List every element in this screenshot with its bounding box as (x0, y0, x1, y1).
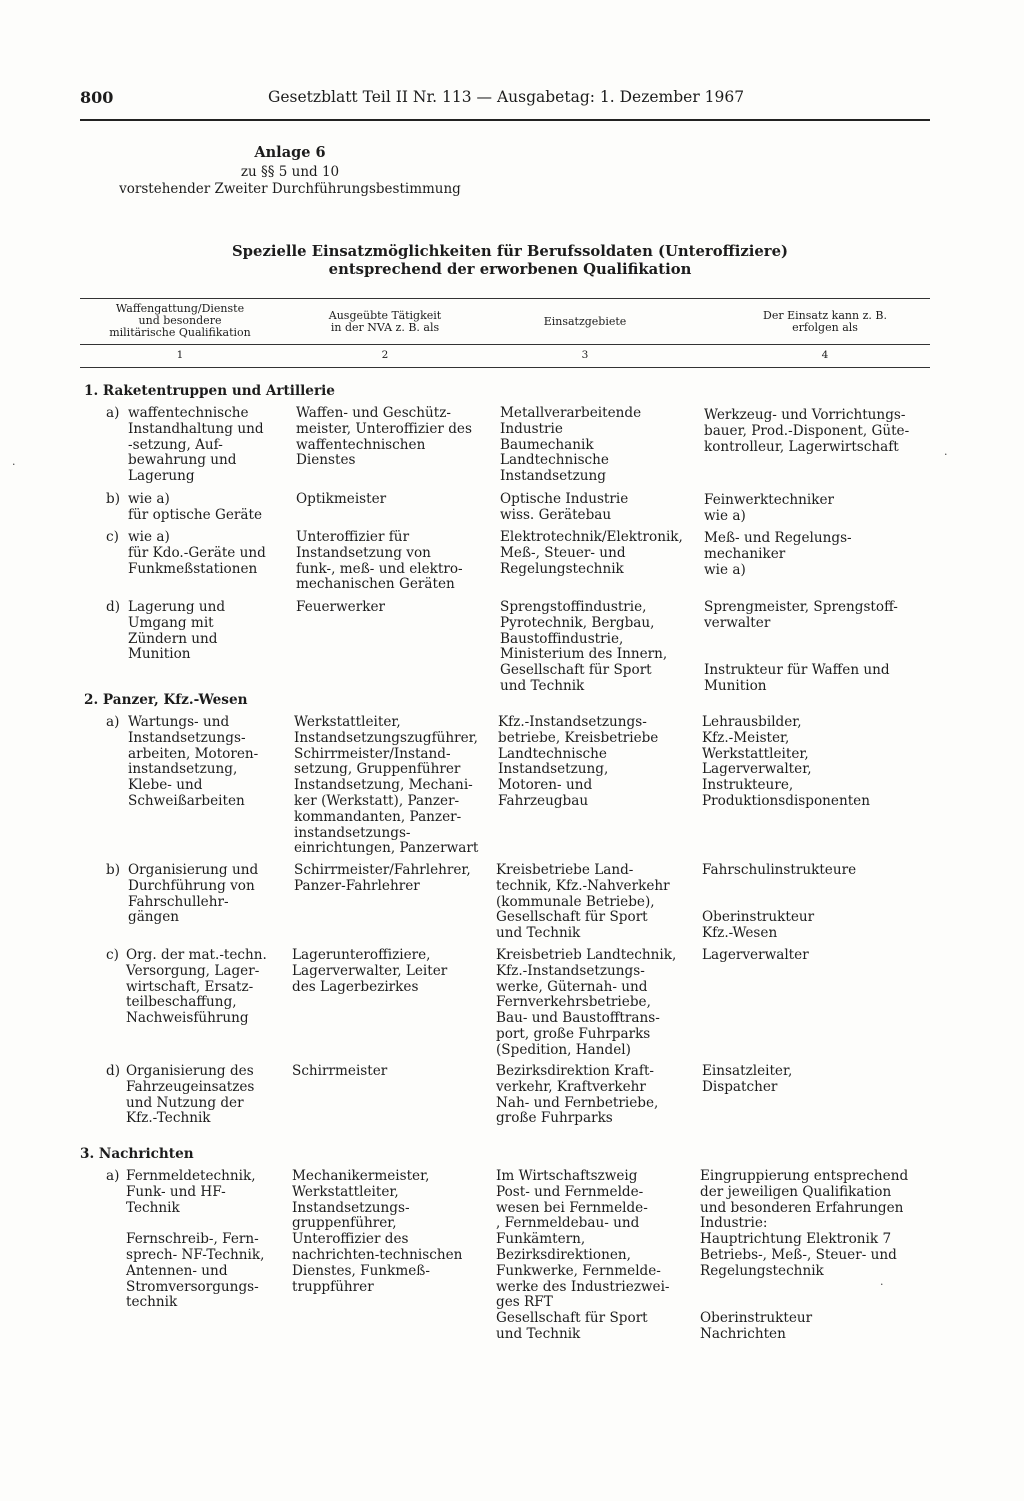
row-label: d) (106, 1063, 121, 1079)
column-header-2: Ausgeübte Tätigkeit in der NVA z. B. als (328, 309, 442, 334)
document-title (150, 243, 870, 279)
table-cell: Kfz.-Instandsetzungs- betriebe, Kreisbetriebe Landtechnische Instandsetzung, Motoren- und Fahrzeugbau (498, 714, 659, 809)
table-cell: Optikmeister (296, 491, 387, 507)
table-cell: wie a) für Kdo.-Geräte und Funkmeßstationen (128, 529, 266, 577)
table-cell: Waffen- und Geschütz- meister, Unteroffizier des waffentechnischen Dienstes (296, 405, 472, 469)
column-header-1: Waffengattung/Dienste und besondere militärische Qualifikation (109, 302, 251, 339)
annex-subreference: vorstehender Zweiter Durchführungsbestimmung (119, 181, 461, 197)
annex-title: Anlage 6 (254, 144, 326, 161)
row-label: d) (106, 599, 121, 615)
gazette-title: Gesetzblatt Teil II Nr. 113 — Ausgabetag: 1. Dezember 1967 (268, 88, 745, 106)
table-cell: Kreisbetrieb Landtechnik, Kfz.-Instandsetzungs- werke, Güternah- und Fernverkehrsbetriebe, Bau- und Baustofftrans- port, große Fuhrparks (Spedition, Handel) (496, 947, 677, 1058)
table-cell: Feinwerktechniker wie a) (704, 492, 835, 524)
table-cell: Elektrotechnik/Elektronik, Meß-, Steuer- und Regelungstechnik (500, 529, 683, 577)
section-heading: 3. Nachrichten (80, 1146, 194, 1162)
table-cell: Werkstattleiter, Instandsetzungszugführer, Schirrmeister/Instand- setzung, Gruppenführer Instandsetzung, Mechani- ker (Werkstatt), Panzer- kommandanten, Panzer- instandsetzungs- einrichtungen, Panzerwart (294, 714, 479, 857)
table-cell: Org. der mat.-techn. Versorgung, Lager- wirtschaft, Ersatz- teilbeschaffung, Nachweisführung (126, 947, 267, 1027)
title-line-1: Spezielle Einsatzmöglichkeiten für Berufssoldaten (Unteroffiziere) (232, 243, 788, 260)
row-label: b) (106, 491, 121, 507)
table-cell: Metallverarbeitende Industrie Baumechanik Landtechnische Instandsetzung (500, 405, 642, 485)
row-label: a) (106, 1168, 120, 1184)
section-heading: 1. Raketentruppen und Artillerie (84, 383, 335, 399)
page-number: 800 (80, 88, 114, 107)
annex-block (80, 144, 500, 198)
row-label: a) (106, 405, 120, 421)
table-cell: Optische Industrie wiss. Gerätebau (500, 491, 629, 523)
table-cell: Kreisbetriebe Land- technik, Kfz.-Nahverkehr (kommunale Betriebe), Gesellschaft für Sport und Technik (496, 862, 670, 942)
scan-speck: · (12, 458, 16, 471)
table-cell: Im Wirtschaftszweig Post- und Fernmelde- wesen bei Fernmelde- , Fernmeldebau- und Funkämtern, Bezirksdirektionen, Funkwerke, Fernmelde- werke des Industriezwei- ges RFT Gesellschaft für Sport und Technik (496, 1168, 670, 1342)
table-cell: Mechanikermeister, Werkstattleiter, Instandsetzungs- gruppenführer, Unteroffizier des nachrichten-technischen Dienstes, Funkmeß- truppführer (292, 1168, 463, 1295)
table-cell: Organisierung des Fahrzeugeinsatzes und Nutzung der Kfz.-Technik (126, 1063, 255, 1127)
title-line-2: entsprechend der erworbenen Qualifikation (328, 261, 692, 278)
column-header-3: Einsatzgebiete (543, 315, 627, 328)
table-cell: Fernmeldetechnik, Funk- und HF- Technik Fernschreib-, Fern- sprech- NF-Technik, Antennen- und Stromversorgungs- technik (126, 1168, 265, 1311)
table-cell: Lagerunteroffiziere, Lagerverwalter, Leiter des Lagerbezirkes (292, 947, 448, 995)
table-cell: Bezirksdirektion Kraft- verkehr, Kraftverkehr Nah- und Fernbetriebe, große Fuhrparks (496, 1063, 659, 1127)
table-cell: Lagerverwalter (702, 947, 809, 963)
column-number-4: 4 (821, 349, 829, 361)
row-label: c) (106, 947, 119, 963)
table-cell: Meß- und Regelungs- mechaniker wie a) (704, 530, 852, 578)
header-bottom-rule (80, 367, 930, 368)
table-cell: Unteroffizier für Instandsetzung von funk-, meß- und elektro- mechanischen Geräten (296, 529, 463, 593)
table-cell: waffentechnische Instandhaltung und -setzung, Auf- bewahrung und Lagerung (128, 405, 264, 485)
table-cell: Fahrschulinstrukteure Oberinstrukteur Kfz.-Wesen (702, 862, 857, 942)
table-cell: Schirrmeister/Fahrlehrer, Panzer-Fahrlehrer (294, 862, 471, 894)
table-cell: Organisierung und Durchführung von Fahrschullehr- gängen (128, 862, 259, 926)
table-cell: Sprengmeister, Sprengstoff- verwalter Instrukteur für Waffen und Munition (704, 599, 898, 694)
table-cell: Lehrausbilder, Kfz.-Meister, Werkstattleiter, Lagerverwalter, Instrukteure, Produktionsdisponenten (702, 714, 870, 809)
header-mid-rule (80, 344, 930, 345)
table-cell: Schirrmeister (292, 1063, 388, 1079)
column-number-3: 3 (581, 349, 589, 361)
row-label: c) (106, 529, 119, 545)
header-rule (80, 119, 930, 121)
table-cell: Feuerwerker (296, 599, 385, 615)
table-cell: Eingruppierung entsprechend der jeweiligen Qualifikation und besonderen Erfahrungen Industrie: Hauptrichtung Elektronik 7 Betriebs-, Meß-, Steuer- und Regelungstechnik Oberinstrukteur Nachrichten (700, 1168, 909, 1342)
scan-speck: · (944, 448, 948, 461)
table-top-rule (80, 298, 930, 299)
column-header-4: Der Einsatz kann z. B. erfolgen als (763, 309, 887, 334)
scan-speck: · (880, 1278, 884, 1291)
section-heading: 2. Panzer, Kfz.-Wesen (84, 692, 248, 708)
page-header (80, 88, 928, 110)
table-cell: Lagerung und Umgang mit Zündern und Munition (128, 599, 226, 663)
table-cell: Werkzeug- und Vorrichtungs- bauer, Prod.-Disponent, Güte- kontrolleur, Lagerwirtschaft (704, 407, 910, 455)
annex-reference: zu §§ 5 und 10 (240, 164, 340, 180)
table-cell: wie a) für optische Geräte (128, 491, 263, 523)
table-cell: Einsatzleiter, Dispatcher (702, 1063, 793, 1095)
row-label: b) (106, 862, 121, 878)
table-cell: Sprengstoffindustrie, Pyrotechnik, Bergbau, Baustoffindustrie, Ministerium des Innern, Gesellschaft für Sport und Technik (500, 599, 668, 694)
column-number-2: 2 (381, 349, 389, 361)
table-cell: Wartungs- und Instandsetzungs- arbeiten, Motoren- instandsetzung, Klebe- und Schweißarbeiten (128, 714, 259, 809)
column-number-1: 1 (176, 349, 184, 361)
row-label: a) (106, 714, 120, 730)
